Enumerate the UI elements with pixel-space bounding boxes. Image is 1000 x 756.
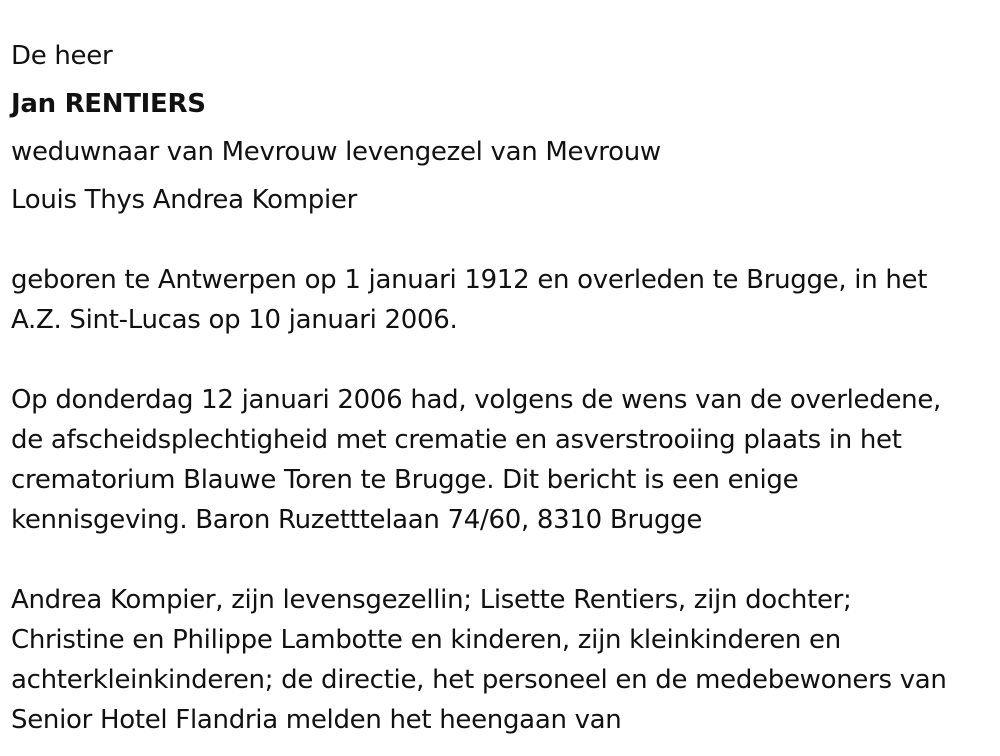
announcers-line: Andrea Kompier, zijn levensgezellin; Lisette Rentiers, zijn dochter; [11, 585, 852, 615]
announcers-paragraph [11, 580, 947, 740]
birth-death-line: geboren te Antwerpen op 1 januari 1912 en overleden te Brugge, in het [11, 265, 928, 295]
salutation: De heer [11, 41, 113, 71]
deceased-name: Jan RENTIERS [11, 89, 206, 119]
birth-death-paragraph [11, 260, 927, 340]
announcers-line: Christine en Philippe Lambotte en kinderen, zijn kleinkinderen en [11, 625, 841, 655]
ceremony-line: kennisgeving. Baron Ruzetttelaan 74/60, 8310 Brugge [11, 505, 703, 535]
ceremony-line: de afscheidsplechtigheid met crematie en asverstrooiing plaats in het [11, 425, 902, 455]
birth-death-line: A.Z. Sint-Lucas op 10 januari 2006. [11, 305, 458, 335]
ceremony-line: crematorium Blauwe Toren te Brugge. Dit bericht is een enige [11, 465, 799, 495]
relation-line: weduwnaar van Mevrouw levengezel van Mevrouw [11, 137, 661, 167]
announcers-line: Senior Hotel Flandria melden het heengaan van [11, 705, 622, 735]
partners-line: Louis Thys Andrea Kompier [11, 185, 357, 215]
announcers-line: achterkleinkinderen; de directie, het personeel en de medebewoners van [11, 665, 947, 695]
ceremony-line: Op donderdag 12 januari 2006 had, volgens de wens van de overledene, [11, 385, 941, 415]
ceremony-paragraph [11, 380, 941, 540]
